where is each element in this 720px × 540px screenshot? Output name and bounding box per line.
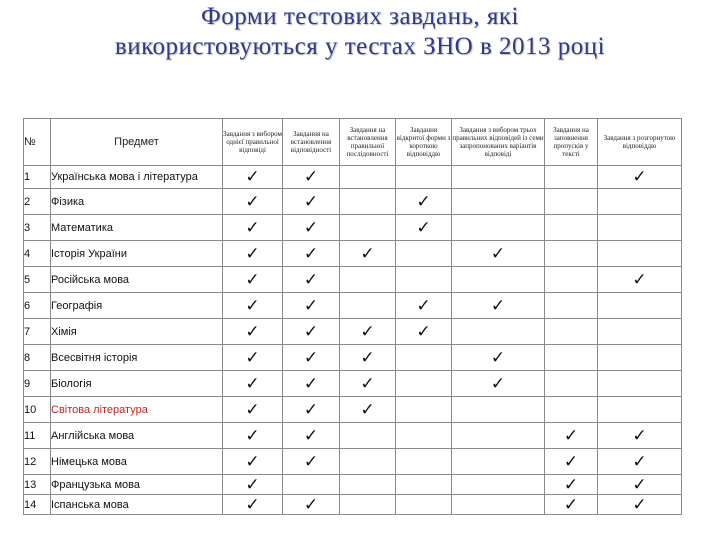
check-mark-icon: ✓ (283, 449, 340, 475)
table-header-row (24, 119, 682, 166)
empty-cell (340, 166, 396, 189)
check-mark-icon: ✓ (223, 345, 283, 371)
row-number: 7 (24, 319, 51, 345)
subject-name: Всесвітня історія (51, 345, 223, 371)
check-mark-icon: ✓ (283, 241, 340, 267)
check-mark-icon: ✓ (340, 241, 396, 267)
check-mark-icon: ✓ (452, 241, 545, 267)
table-row (24, 475, 682, 495)
row-number: 8 (24, 345, 51, 371)
empty-cell (396, 267, 452, 293)
empty-cell (396, 371, 452, 397)
check-mark-icon: ✓ (340, 345, 396, 371)
empty-cell (452, 495, 545, 515)
subject-name: Іспанська мова (51, 495, 223, 515)
subject-name: Історія України (51, 241, 223, 267)
row-number: 5 (24, 267, 51, 293)
empty-cell (452, 267, 545, 293)
header-subject: Предмет (51, 119, 223, 166)
subject-name: Російська мова (51, 267, 223, 293)
empty-cell (598, 345, 682, 371)
table-row (24, 215, 682, 241)
empty-cell (452, 319, 545, 345)
empty-cell (545, 215, 598, 241)
check-mark-icon: ✓ (598, 475, 682, 495)
check-mark-icon: ✓ (396, 189, 452, 215)
empty-cell (452, 423, 545, 449)
empty-cell (452, 166, 545, 189)
check-mark-icon: ✓ (223, 215, 283, 241)
empty-cell (340, 495, 396, 515)
check-mark-icon: ✓ (223, 166, 283, 189)
check-mark-icon: ✓ (223, 371, 283, 397)
empty-cell (545, 319, 598, 345)
table-row (24, 189, 682, 215)
check-mark-icon: ✓ (545, 495, 598, 515)
empty-cell (598, 189, 682, 215)
check-mark-icon: ✓ (340, 397, 396, 423)
empty-cell (340, 449, 396, 475)
header-extended-answer: Завдання з розгорнутою відповіддю (598, 119, 682, 166)
check-mark-icon: ✓ (283, 293, 340, 319)
empty-cell (340, 475, 396, 495)
empty-cell (545, 371, 598, 397)
table-row (24, 319, 682, 345)
check-mark-icon: ✓ (545, 475, 598, 495)
table-body (24, 166, 682, 515)
empty-cell (396, 475, 452, 495)
check-mark-icon: ✓ (283, 267, 340, 293)
empty-cell (452, 475, 545, 495)
empty-cell (598, 371, 682, 397)
check-mark-icon: ✓ (598, 267, 682, 293)
row-number: 1 (24, 166, 51, 189)
empty-cell (545, 166, 598, 189)
check-mark-icon: ✓ (452, 371, 545, 397)
check-mark-icon: ✓ (545, 423, 598, 449)
subject-name: Географія (51, 293, 223, 319)
row-number: 12 (24, 449, 51, 475)
subject-name: Математика (51, 215, 223, 241)
subject-name: Біологія (51, 371, 223, 397)
row-number: 11 (24, 423, 51, 449)
empty-cell (396, 241, 452, 267)
title-line-2: використовуються у тестах ЗНО в 2013 році (114, 33, 606, 60)
row-number: 13 (24, 475, 51, 495)
empty-cell (598, 241, 682, 267)
empty-cell (545, 345, 598, 371)
check-mark-icon: ✓ (545, 449, 598, 475)
subject-name: Хімія (51, 319, 223, 345)
table-row (24, 495, 682, 515)
header-fill-gaps: Завдання на заповнення пропусків у тексті (545, 119, 598, 166)
empty-cell (545, 397, 598, 423)
empty-cell (340, 423, 396, 449)
header-number: № (24, 119, 51, 166)
empty-cell (340, 215, 396, 241)
check-mark-icon: ✓ (598, 166, 682, 189)
title-line-1: Форми тестових завдань, які (201, 3, 519, 30)
empty-cell (396, 166, 452, 189)
empty-cell (396, 449, 452, 475)
empty-cell (545, 267, 598, 293)
empty-cell (545, 293, 598, 319)
empty-cell (452, 449, 545, 475)
subject-name: Французька мова (51, 475, 223, 495)
row-number: 4 (24, 241, 51, 267)
check-mark-icon: ✓ (598, 495, 682, 515)
table-row (24, 293, 682, 319)
table-row (24, 267, 682, 293)
check-mark-icon: ✓ (223, 189, 283, 215)
check-mark-icon: ✓ (223, 267, 283, 293)
check-mark-icon: ✓ (283, 371, 340, 397)
row-number: 3 (24, 215, 51, 241)
subject-name: Фізика (51, 189, 223, 215)
empty-cell (598, 293, 682, 319)
check-mark-icon: ✓ (223, 423, 283, 449)
check-mark-icon: ✓ (452, 293, 545, 319)
empty-cell (452, 189, 545, 215)
subject-name: Німецька мова (51, 449, 223, 475)
check-mark-icon: ✓ (452, 345, 545, 371)
empty-cell (396, 345, 452, 371)
check-mark-icon: ✓ (340, 371, 396, 397)
empty-cell (598, 215, 682, 241)
table-row (24, 166, 682, 189)
subject-name: Світова література (51, 397, 223, 423)
table-row (24, 423, 682, 449)
header-single-choice: Завдання з вибором однієї правильної відповіді (223, 119, 283, 166)
check-mark-icon: ✓ (283, 189, 340, 215)
test-forms-table (23, 118, 682, 515)
table-row (24, 449, 682, 475)
empty-cell (452, 397, 545, 423)
header-sequence: Завдання на встановлення правильної послідовності (340, 119, 396, 166)
row-number: 2 (24, 189, 51, 215)
check-mark-icon: ✓ (598, 449, 682, 475)
header-short-answer: Завдання відкритої форми з короткою відповіддю (396, 119, 452, 166)
empty-cell (340, 293, 396, 319)
check-mark-icon: ✓ (283, 495, 340, 515)
empty-cell (598, 397, 682, 423)
subject-name: Українська мова і література (51, 166, 223, 189)
page-title (0, 2, 720, 62)
check-mark-icon: ✓ (223, 293, 283, 319)
empty-cell (340, 189, 396, 215)
check-mark-icon: ✓ (283, 423, 340, 449)
check-mark-icon: ✓ (223, 241, 283, 267)
empty-cell (396, 495, 452, 515)
check-mark-icon: ✓ (223, 495, 283, 515)
check-mark-icon: ✓ (396, 215, 452, 241)
empty-cell (340, 267, 396, 293)
table-row (24, 241, 682, 267)
empty-cell (452, 215, 545, 241)
empty-cell (396, 397, 452, 423)
check-mark-icon: ✓ (223, 319, 283, 345)
check-mark-icon: ✓ (598, 423, 682, 449)
check-mark-icon: ✓ (223, 449, 283, 475)
row-number: 10 (24, 397, 51, 423)
empty-cell (283, 475, 340, 495)
check-mark-icon: ✓ (340, 319, 396, 345)
empty-cell (598, 319, 682, 345)
table-row (24, 397, 682, 423)
subject-name: Англійська мова (51, 423, 223, 449)
check-mark-icon: ✓ (283, 166, 340, 189)
table-row (24, 371, 682, 397)
row-number: 9 (24, 371, 51, 397)
check-mark-icon: ✓ (223, 397, 283, 423)
check-mark-icon: ✓ (283, 345, 340, 371)
header-matching: Завдання на встановлення відповідності (283, 119, 340, 166)
header-three-of-seven: Завдання з вибором трьох правильних відповідей із семи запропонованих варіантів відповіді (452, 119, 545, 166)
check-mark-icon: ✓ (396, 319, 452, 345)
check-mark-icon: ✓ (283, 319, 340, 345)
empty-cell (396, 423, 452, 449)
check-mark-icon: ✓ (223, 475, 283, 495)
check-mark-icon: ✓ (396, 293, 452, 319)
empty-cell (545, 189, 598, 215)
table-row (24, 345, 682, 371)
empty-cell (545, 241, 598, 267)
row-number: 14 (24, 495, 51, 515)
row-number: 6 (24, 293, 51, 319)
check-mark-icon: ✓ (283, 215, 340, 241)
check-mark-icon: ✓ (283, 397, 340, 423)
